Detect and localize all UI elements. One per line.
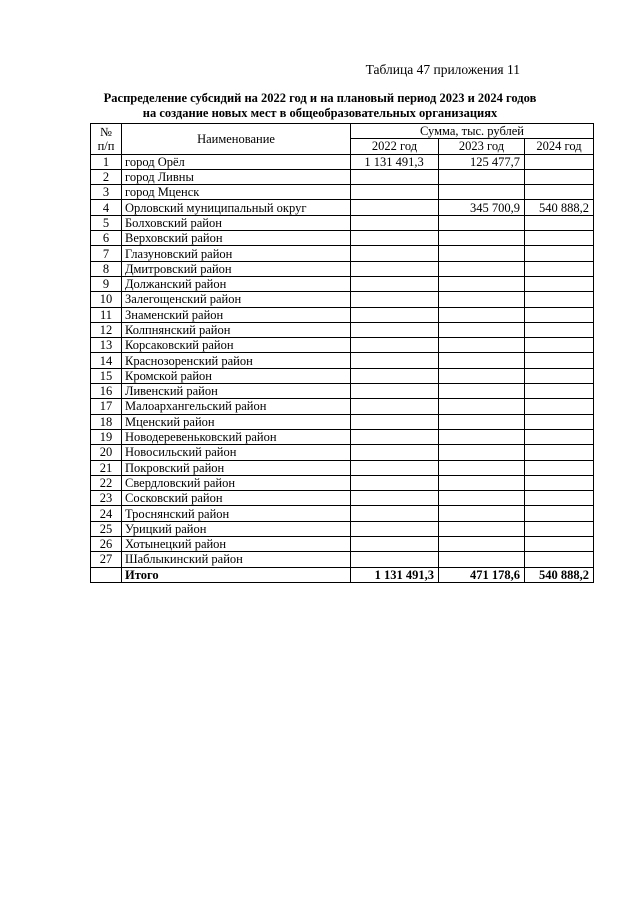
row-value-2024 [525,429,594,444]
table-row [91,384,594,399]
row-number: 17 [91,399,122,414]
table-row [91,491,594,506]
row-value-2024 [525,307,594,322]
row-value-2024 [525,169,594,184]
row-number: 20 [91,445,122,460]
row-value-2022 [351,384,439,399]
row-value-2024 [525,506,594,521]
row-value-2022 [351,460,439,475]
row-value-2024 [525,521,594,536]
row-value-2022 [351,353,439,368]
row-value-2024 [525,246,594,261]
table-row [91,552,594,567]
row-number: 8 [91,261,122,276]
row-value-2023 [439,276,525,291]
row-value-2024 [525,414,594,429]
table-row [91,399,594,414]
row-value-2022 [351,307,439,322]
row-number: 4 [91,200,122,215]
row-value-2022 [351,506,439,521]
table-row [91,261,594,276]
row-value-2022 [351,399,439,414]
row-number: 25 [91,521,122,536]
row-value-2024 [525,537,594,552]
row-value-2022 [351,261,439,276]
row-value-2023 [439,338,525,353]
row-value-2022 [351,475,439,490]
header-2022: 2022 год [351,139,439,154]
row-value-2023 [439,261,525,276]
header-number-line-2: п/п [97,138,115,153]
title-line-2: на создание новых мест в общеобразовательных организациях [142,106,498,120]
document-title [60,91,580,121]
row-value-2022 [351,322,439,337]
row-value-2023 [439,353,525,368]
row-name: Новодеревеньковский район [122,429,351,444]
row-name: Троснянский район [122,506,351,521]
row-name: Новосильский район [122,445,351,460]
table-row [91,368,594,383]
row-value-2024 [525,261,594,276]
row-value-2023 [439,414,525,429]
table-row [91,537,594,552]
row-value-2022 [351,246,439,261]
row-value-2024: 540 888,2 [525,200,594,215]
row-value-2024 [525,215,594,230]
row-value-2022 [351,445,439,460]
row-value-2023 [439,322,525,337]
row-number: 27 [91,552,122,567]
row-number: 26 [91,537,122,552]
row-number: 22 [91,475,122,490]
row-value-2024 [525,154,594,169]
row-value-2023 [439,552,525,567]
row-name: Сосковский район [122,491,351,506]
row-name: Корсаковский район [122,338,351,353]
row-value-2024 [525,185,594,200]
table-row [91,521,594,536]
row-value-2022 [351,276,439,291]
table-row [91,215,594,230]
row-number: 13 [91,338,122,353]
header-2024: 2024 год [525,139,594,154]
appendix-label: Таблица 47 приложения 11 [365,62,520,77]
total-value-2022: 1 131 491,3 [351,567,439,582]
row-value-2023 [439,521,525,536]
row-value-2022 [351,200,439,215]
subsidy-table [90,123,594,583]
row-value-2024 [525,460,594,475]
row-number: 24 [91,506,122,521]
row-name: Верховский район [122,231,351,246]
row-name: Залегощенский район [122,292,351,307]
table-row [91,169,594,184]
row-number: 15 [91,368,122,383]
row-value-2023 [439,491,525,506]
row-value-2023 [439,537,525,552]
row-value-2023 [439,506,525,521]
row-name: Малоархангельский район [122,399,351,414]
row-value-2023 [439,399,525,414]
row-name: Орловский муниципальный округ [122,200,351,215]
row-number: 10 [91,292,122,307]
row-value-2024 [525,322,594,337]
row-name: Покровский район [122,460,351,475]
row-value-2024 [525,552,594,567]
table-row [91,475,594,490]
table-body [91,154,594,582]
row-value-2023: 345 700,9 [439,200,525,215]
row-value-2022 [351,368,439,383]
total-value-2024: 540 888,2 [525,567,594,582]
total-row-number [91,567,122,582]
table-row [91,200,594,215]
row-value-2023 [439,475,525,490]
table-row [91,292,594,307]
row-value-2023 [439,460,525,475]
table-row [91,246,594,261]
row-name: Должанский район [122,276,351,291]
row-value-2022 [351,521,439,536]
title-line-1: Распределение субсидий на 2022 год и на плановый период 2023 и 2024 годов [103,91,537,105]
row-value-2024 [525,368,594,383]
row-number: 2 [91,169,122,184]
row-value-2024 [525,292,594,307]
row-name: Ливенский район [122,384,351,399]
row-name: Глазуновский район [122,246,351,261]
row-number: 21 [91,460,122,475]
row-number: 3 [91,185,122,200]
row-value-2023 [439,169,525,184]
table-row [91,322,594,337]
row-value-2022 [351,338,439,353]
row-number: 5 [91,215,122,230]
row-value-2023: 125 477,7 [439,154,525,169]
row-value-2023 [439,185,525,200]
table-row [91,231,594,246]
row-value-2023 [439,246,525,261]
row-value-2024 [525,276,594,291]
row-name: Колпнянский район [122,322,351,337]
row-number: 11 [91,307,122,322]
row-value-2023 [439,215,525,230]
row-name: Хотынецкий район [122,537,351,552]
table-row [91,276,594,291]
table-row [91,307,594,322]
row-name: город Орёл [122,154,351,169]
row-value-2024 [525,399,594,414]
row-value-2023 [439,292,525,307]
total-label: Итого [122,567,351,582]
row-value-2024 [525,384,594,399]
row-value-2022 [351,429,439,444]
row-value-2022 [351,292,439,307]
row-name: Кромской район [122,368,351,383]
total-value-2023: 471 178,6 [439,567,525,582]
row-value-2024 [525,338,594,353]
row-number: 19 [91,429,122,444]
row-name: город Ливны [122,169,351,184]
row-number: 16 [91,384,122,399]
row-value-2022 [351,537,439,552]
row-value-2024 [525,445,594,460]
table-row [91,414,594,429]
row-number: 1 [91,154,122,169]
row-name: Свердловский район [122,475,351,490]
row-number: 9 [91,276,122,291]
row-value-2022: 1 131 491,3 [351,154,439,169]
row-value-2024 [525,231,594,246]
row-number: 14 [91,353,122,368]
row-value-2023 [439,368,525,383]
row-number: 12 [91,322,122,337]
table-row [91,338,594,353]
table-row [91,185,594,200]
row-name: город Мценск [122,185,351,200]
row-value-2023 [439,429,525,444]
row-number: 6 [91,231,122,246]
row-number: 23 [91,491,122,506]
row-name: Дмитровский район [122,261,351,276]
table-row [91,506,594,521]
row-name: Знаменский район [122,307,351,322]
header-sum: Сумма, тыс. рублей [351,124,594,139]
row-value-2023 [439,231,525,246]
row-number: 7 [91,246,122,261]
header-name: Наименование [122,124,351,155]
table-row [91,353,594,368]
table-row [91,460,594,475]
row-name: Шаблыкинский район [122,552,351,567]
row-value-2022 [351,185,439,200]
total-row [91,567,594,582]
row-value-2023 [439,307,525,322]
table-row [91,445,594,460]
row-name: Краснозоренский район [122,353,351,368]
table-row [91,154,594,169]
header-2023: 2023 год [439,139,525,154]
row-value-2023 [439,445,525,460]
row-value-2024 [525,475,594,490]
row-value-2022 [351,215,439,230]
row-value-2022 [351,414,439,429]
row-value-2023 [439,384,525,399]
row-value-2024 [525,491,594,506]
row-value-2024 [525,353,594,368]
table-row [91,429,594,444]
row-value-2022 [351,169,439,184]
row-name: Мценский район [122,414,351,429]
row-value-2022 [351,491,439,506]
header-number-line-1: № [100,124,112,139]
row-number: 18 [91,414,122,429]
row-value-2022 [351,552,439,567]
row-name: Урицкий район [122,521,351,536]
row-name: Болховский район [122,215,351,230]
row-value-2022 [351,231,439,246]
header-number [91,124,122,155]
